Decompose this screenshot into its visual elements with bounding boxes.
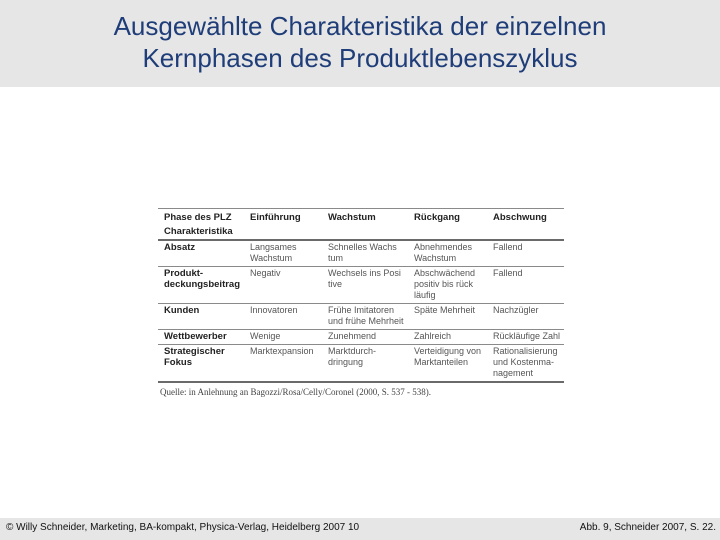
table-cell: Verteidigung von Marktanteilen bbox=[408, 345, 487, 383]
slide-title-line-2: Kernphasen des Produktlebenszyklus bbox=[142, 43, 578, 73]
table-row bbox=[158, 330, 564, 345]
header-cell: Phase des PLZ bbox=[158, 209, 244, 226]
table-cell: Marktdurch- dringung bbox=[322, 345, 408, 383]
table-cell: Abschwächend positiv bis rück läufig bbox=[408, 267, 487, 304]
table-cell: Negativ bbox=[244, 267, 322, 304]
table-cell: Nachzügler bbox=[487, 304, 564, 330]
table-cell: Fallend bbox=[487, 267, 564, 304]
table-cell: Fallend bbox=[487, 240, 564, 267]
table-cell: Langsames Wachstum bbox=[244, 240, 322, 267]
table-row bbox=[158, 345, 564, 383]
table-cell: Späte Mehrheit bbox=[408, 304, 487, 330]
header-cell: Rückgang bbox=[408, 209, 487, 226]
table-cell: Zunehmend bbox=[322, 330, 408, 345]
table-cell: Abnehmendes Wachstum bbox=[408, 240, 487, 267]
plz-table bbox=[158, 208, 564, 383]
table-cell: Schnelles Wachs tum bbox=[322, 240, 408, 267]
table-cell: Wechsels ins Posi tive bbox=[322, 267, 408, 304]
table-row bbox=[158, 267, 564, 304]
row-label: Kunden bbox=[158, 304, 244, 330]
footer-copyright: © Willy Schneider, Marketing, BA-kompakt, Physica-Verlag, Heidelberg 2007 10 bbox=[6, 522, 360, 533]
row-label: Strategischer Fokus bbox=[158, 345, 244, 383]
header-cell: Abschwung bbox=[487, 209, 564, 226]
table-row bbox=[158, 240, 564, 267]
table-row bbox=[158, 304, 564, 330]
table-source-note: Quelle: in Anlehnung an Bagozzi/Rosa/Celly/Coronel (2000, S. 537 - 538). bbox=[160, 387, 431, 397]
table-cell: Zahlreich bbox=[408, 330, 487, 345]
slide-title bbox=[0, 10, 720, 74]
footer-figure-ref: Abb. 9, Schneider 2007, S. 22. bbox=[579, 522, 716, 533]
row-label: Produkt- deckungsbeitrag bbox=[158, 267, 244, 304]
table-cell: Rationalisierung und Kostenma- nagement bbox=[487, 345, 564, 383]
table-cell: Wenige bbox=[244, 330, 322, 345]
header-cell: Einführung bbox=[244, 209, 322, 226]
table-cell: Frühe Imitatoren und frühe Mehrheit bbox=[322, 304, 408, 330]
slide-title-line-1: Ausgewählte Charakteristika der einzelnen bbox=[113, 11, 607, 41]
table-cell: Rückläufige Zahl bbox=[487, 330, 564, 345]
row-label: Wettbewerber bbox=[158, 330, 244, 345]
plz-table-figure bbox=[158, 208, 564, 397]
header-cell: Wachstum bbox=[322, 209, 408, 226]
row-label: Absatz bbox=[158, 240, 244, 267]
subheader-cell: Charakteristika bbox=[164, 226, 233, 237]
table-subheader-row bbox=[158, 225, 564, 240]
table-cell: Marktexpansion bbox=[244, 345, 322, 383]
table-cell: Innovatoren bbox=[244, 304, 322, 330]
table-header-row bbox=[158, 209, 564, 226]
